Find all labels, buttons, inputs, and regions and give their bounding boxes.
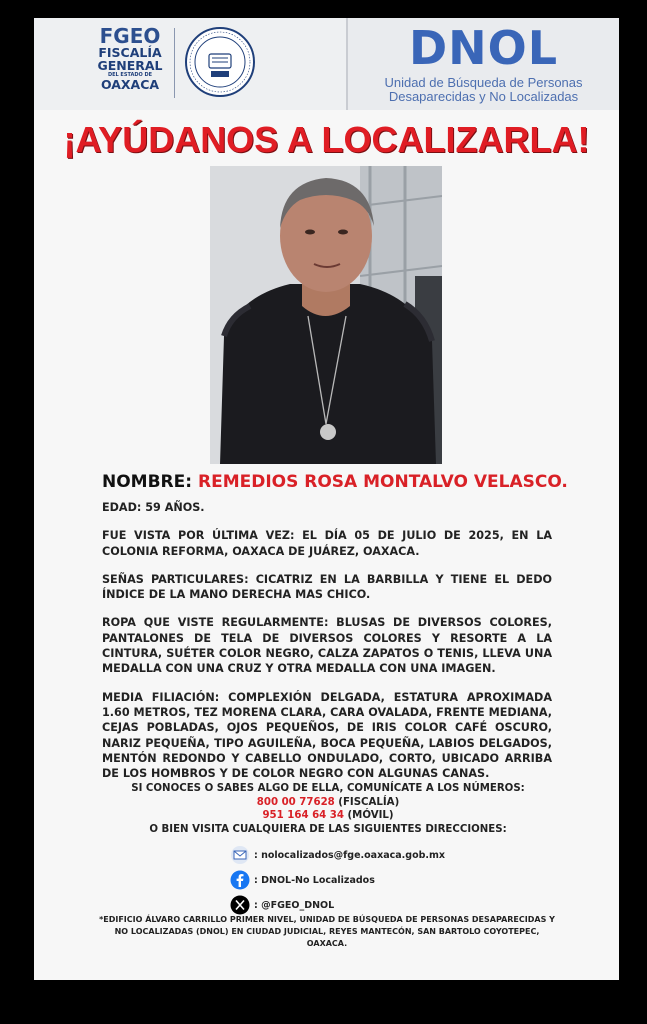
dnol-logo: DNOL: [408, 21, 559, 75]
missing-person-poster: [34, 18, 619, 980]
description-text: MEDIA FILIACIÓN: COMPLEXIÓN DELGADA, ESTATURA APROXIMADA 1.60 METROS, TEZ MORENA CLARA, CARA OVALADA, FRENTE MEDIANA, CEJAS POBLADAS, OJOS PEQUEÑOS, DE IRIS COLOR CAFÉ OSCURO, NARIZ PEQUEÑA, TIPO AGUILEÑA, BOCA PEQUEÑA, LABIOS DELGADOS, MENTÓN REDONDO Y CABELLO ONDULADO, CORTO, UBICADO ARRIBA DE LOS HOMBROS Y DE COLOR NEGRO CON ALGUNAS CANAS.: [102, 690, 552, 781]
phone-number-2[interactable]: 951 164 64 34: [262, 810, 344, 821]
facebook-row[interactable]: [230, 869, 375, 891]
dnol-subtitle-line-1: Unidad de Búsqueda de Personas: [384, 75, 583, 90]
fgeo-line-1: FISCALÍA: [98, 45, 162, 60]
header: [34, 18, 619, 110]
name-label: NOMBRE:: [102, 472, 193, 492]
clothing-text: ROPA QUE VISTE REGULARMENTE: BLUSAS DE DIVERSOS COLORES, PANTALONES DE TELA DE DIVERSOS COLORES Y RESORTE A LA CINTURA, SUÉTER COLOR NEGRO, CALZA ZAPATOS O TENIS, LLEVA UNA MEDALLA CON UNA CRUZ Y OTRA MEDALLA CON UNA IMAGEN.: [102, 616, 552, 676]
email-icon: [230, 845, 250, 865]
x-handle-text[interactable]: : @FGEO_DNOL: [254, 899, 335, 911]
x-row[interactable]: [230, 894, 334, 916]
visit-text: O BIEN VISITA CUALQUIERA DE LAS SIGUIENTES DIRECCIONES:: [149, 823, 507, 835]
fgeo-seal-icon: [184, 26, 256, 98]
fgeo-word: FGEO: [99, 24, 161, 48]
last-seen-text: FUE VISTA POR ÚLTIMA VEZ: EL DÍA 05 DE JULIO DE 2025, EN LA COLONIA REFORMA, OAXACA DE JUÁREZ, OAXACA.: [102, 529, 552, 558]
banner-title: ¡AYÚDANOS A LOCALIZARLA!: [63, 119, 590, 160]
phone-line-1: [68, 796, 588, 810]
facebook-text[interactable]: : DNOL-No Localizados: [254, 874, 375, 886]
phone-label-2: (MÓVIL): [343, 810, 394, 821]
phone-label-1: (FISCALÍA): [334, 796, 400, 808]
phone-line-2: [68, 809, 588, 823]
person-details: [102, 470, 568, 794]
fgeo-logo: [92, 26, 168, 91]
name-line: [102, 470, 568, 494]
x-logo-icon: [230, 895, 250, 915]
particular-marks-text: SEÑAS PARTICULARES: CICATRIZ EN LA BARBILLA Y TIENE EL DEDO ÍNDICE DE LA MANO DERECHA MAS CHICO.: [102, 572, 552, 602]
dnol-header-panel: [348, 18, 619, 110]
email-text[interactable]: : nolocalizados@fge.oaxaca.gob.mx: [254, 849, 446, 861]
header-divider: [174, 28, 175, 98]
facebook-icon: [230, 870, 250, 890]
fgeo-line-2: GENERAL: [97, 58, 163, 73]
email-row[interactable]: [230, 844, 445, 866]
phone-number-1[interactable]: 800 00 77628: [256, 796, 335, 808]
contact-block: [68, 782, 588, 836]
dnol-subtitle: [348, 76, 619, 104]
fgeo-line-3: OAXACA: [100, 77, 160, 92]
person-photo: [210, 166, 442, 464]
age-text: EDAD: 59 AÑOS.: [102, 501, 205, 514]
dnol-subtitle-line-2: Desaparecidas y No Localizadas: [388, 89, 579, 104]
fgeo-small-line: DEL ESTADO DE: [107, 72, 153, 78]
name-value: REMEDIOS ROSA MONTALVO VELASCO.: [197, 472, 568, 492]
footer-address: *EDIFICIO ÁLVARO CARRILLO PRIMER NIVEL, UNIDAD DE BÚSQUEDA DE PERSONAS DESAPARECIDAS Y NO LOCALIZADAS (DNOL) EN CIUDAD JUDICIAL, REYES MANTECÓN, SAN BARTOLO COYOTEPEC, OAXACA.: [99, 915, 555, 948]
fgeo-header-panel: [34, 18, 348, 110]
contact-intro: SI CONOCES O SABES ALGO DE ELLA, COMUNÍCATE A LOS NÚMEROS:: [131, 783, 525, 794]
